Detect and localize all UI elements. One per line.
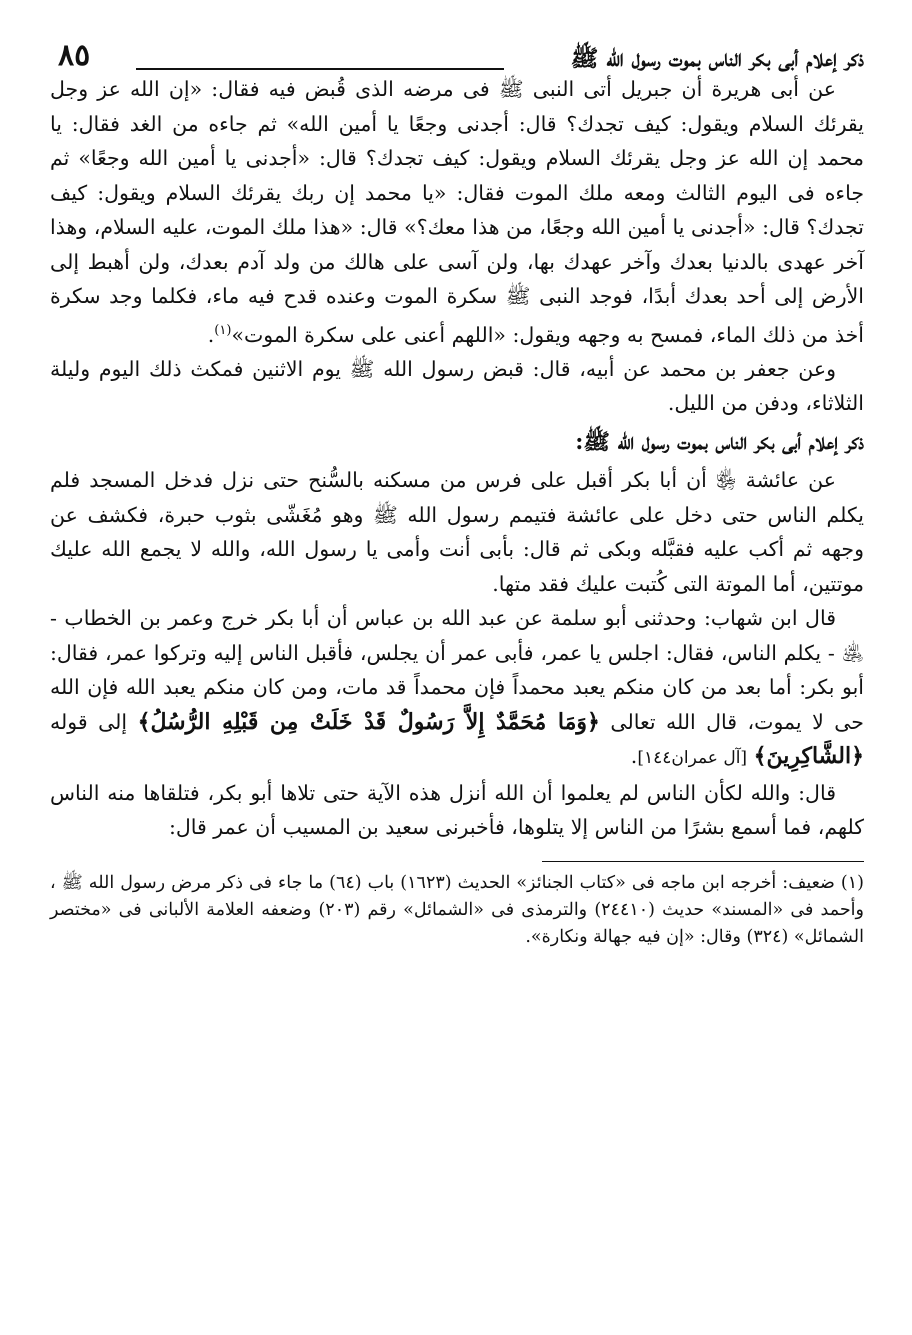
paragraph-ibn-shihab: قال ابن شهاب: وحدثنى أبو سلمة عن عبد الله بن عباس أن أبا بكر خرج وعمر بن الخطاب - ﵁ - يكلم الناس، فقال: اجلس يا عمر، فأبى عمر أن يجلس، فأقبل الناس إليه وتركوا عمر، فقال: أبو بكر: أما بعد من كان منكم يعبد محمداً فإن محمداً قد مات، ومن كان منكم يعبد الله فإن الله حى لا يموت، قال الله تعالى ﴿وَمَا مُحَمَّدٌ إِلاَّ رَسُولٌ قَدْ خَلَتْ مِن قَبْلِهِ الرُّسُلُ﴾ إلى قوله ﴿الشَّاكِرِينَ﴾ [آل عمران١٤٤]. xyxy=(50,606,864,770)
main-text xyxy=(50,72,864,845)
footnote-marker: (١) xyxy=(214,322,232,338)
footnote-1: (١) ضعيف: أخرجه ابن ماجه فى «كتاب الجنائز» الحديث (١٦٢٣) باب (٦٤) ما جاء فى ذكر مرض رسول الله ﷺ ، وأحمد فى «المسند» حديث (٢٤٤١٠) والترمذى فى «الشمائل» رقم (٢٠٣) وضعفه العلامة الألبانى فى «مختصر الشمائل» (٣٢٤) وقال: «إن فيه جهالة ونكارة». xyxy=(50,872,864,947)
footnote-separator xyxy=(542,861,864,862)
section-heading: ذكر إعلام أبى بكر الناس بموت رسول الله ﷺ: xyxy=(575,428,864,455)
quran-verse: ﴿وَمَا مُحَمَّدٌ إِلاَّ رَسُولٌ قَدْ خَلَتْ مِن قَبْلِهِ الرُّسُلُ﴾ xyxy=(137,708,600,735)
paragraph-gabriel-hadith: عن أبى هريرة أن جبريل أتى النبى ﷺ فى مرضه الذى قُبض فيه فقال: «إن الله عز وجل يقرئك السلام ويقول: كيف تجدك؟ قال: أجدنى وجعًا يا أمين الله» ثم جاءه من الغد فقال: يا محمد إن الله عز وجل يقرئك السلام ويقول: كيف تجدك؟ قال: «أجدنى يا أمين الله وجعًا» ثم جاءه فى اليوم الثالث ومعه ملك الموت فقال: «يا محمد إن ربك يقرئك السلام ويقول: كيف تجدك؟ قال: «أجدنى يا أمين الله وجعًا، من هذا معك؟» قال: «هذا ملك الموت، عليه السلام، وهذا آخر عهدى بالدنيا بعدك وآخر عهدك بها، ولن آسى على هالك من ولد آدم بعدك، ولن أهبط إلى الأرض إلى أحد بعدك أبدًا، فوجد النبى ﷺ سكرة الموت وعنده قدح فيه ماء، فكلما وجد سكرة أخذ من ذلك الماء، فمسح به وجهه ويقول: «اللهم أعنى على سكرة الموت»$^{(١)}$. xyxy=(50,77,864,347)
running-title: ذكر إعلام أبى بكر الناس بموت رسول الله ﷺ xyxy=(570,45,864,72)
header-rule xyxy=(136,68,504,70)
paragraph-aisha-hadith: عن عائشة ﵂ أن أبا بكر أقبل على فرس من مسكنه بالسُّنح حتى نزل فدخل المسجد فلم يكلم الناس حتى دخل على عائشة فتيمم رسول الله ﷺ وهو مُغَشّى بثوب حبرة، فكشف عن وجهه ثم أكب عليه فقبَّله وبكى ثم قال: بأبى أنت وأمى يا رسول الله، والله لا يجمع الله عليك موتتين، أما الموتة التى كُتبت عليك فقد متها. xyxy=(50,468,864,596)
paragraph-continuation: قال: والله لكأن الناس لم يعلموا أن الله أنزل هذه الآية حتى تلاها أبو بكر، فتلقاها منه الناس كلهم، فما أسمع بشرًا من الناس إلا يتلوها، فأخبرنى سعيد بن المسيب أن عمر قال: xyxy=(50,780,864,840)
paragraph-text: عن أبى هريرة أن جبريل أتى النبى ﷺ فى مرضه الذى قُبض فيه فقال: «إن الله عز وجل يقرئك السلام ويقول: كيف تجدك؟ قال: أجدنى وجعًا يا أمين الله» ثم جاءه من الغد فقال: يا محمد إن الله عز وجل يقرئك السلام ويقول: كيف تجدك؟ قال: «أجدنى يا أمين الله وجعًا» ثم جاءه فى اليوم الثالث ومعه ملك الموت فقال: «يا محمد إن ربك يقرئك السلام ويقول: كيف تجدك؟ قال: «أجدنى يا أمين الله وجعًا، من هذا معك؟» قال: «هذا ملك الموت، عليه السلام، وهذا آخر عهدى بالدنيا بعدك وآخر عهدك بها، ولن آسى على هالك من ولد آدم بعدك، ولن أهبط إلى الأرض إلى أحد بعدك أبدًا، فوجد النبى ﷺ سكرة الموت وعنده قدح فيه ماء، فكلما وجد سكرة أخذ من ذلك الماء، فمسح به وجهه ويقول: «اللهم أعنى على سكرة الموت» xyxy=(50,77,864,347)
page-number: ٨٥ xyxy=(58,38,91,73)
quran-verse-end: ﴿الشَّاكِرِينَ﴾ xyxy=(753,743,864,770)
footnotes xyxy=(50,870,864,951)
paragraph-jafar-hadith: وعن جعفر بن محمد عن أبيه، قال: قبض رسول الله ﷺ يوم الاثنين فمكث ذلك اليوم وليلة الثلاثاء، ودفن من الليل. xyxy=(50,356,864,416)
running-header xyxy=(50,28,864,72)
verse-connector: إلى قوله xyxy=(50,709,128,734)
verse-reference: [آل عمران١٤٤] xyxy=(637,748,748,769)
paragraph-text: قال ابن شهاب: وحدثنى أبو سلمة عن عبد الله بن عباس أن أبا بكر خرج وعمر بن الخطاب - ﵁ - يكلم الناس، فقال: اجلس يا عمر، فأبى عمر أن يجلس، فأقبل الناس إليه وتركوا عمر، فقال: أبو بكر: أما بعد من كان منكم يعبد محمداً فإن محمداً قد مات، ومن كان منكم يعبد الله فإن الله حى لا يموت، قال الله تعالى xyxy=(50,606,864,734)
